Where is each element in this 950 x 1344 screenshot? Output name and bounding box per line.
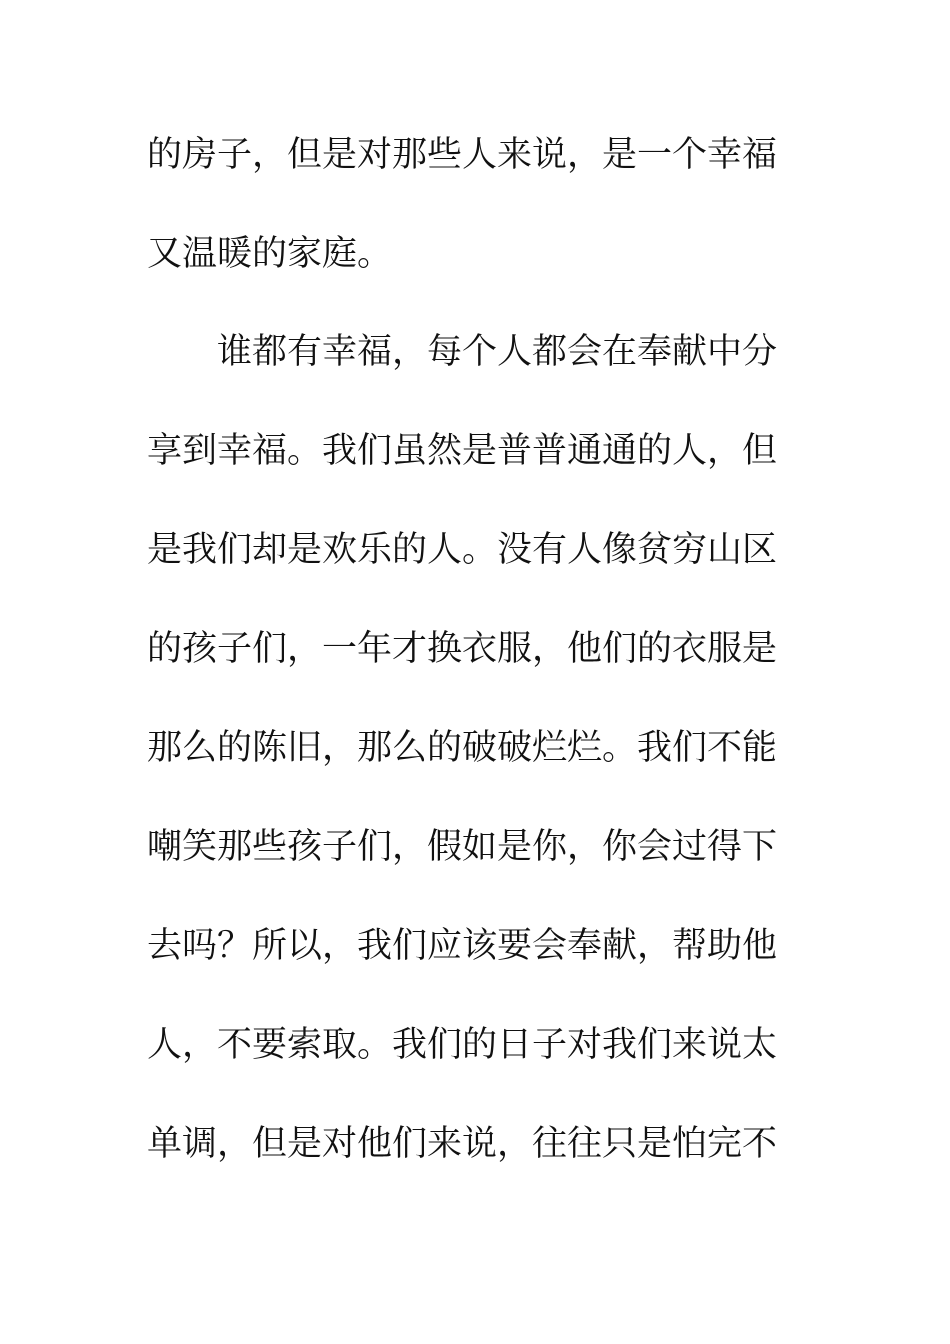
text-line: 是我们却是欢乐的人。没有人像贫穷山区: [147, 530, 778, 570]
text-line: 享到幸福。我们虽然是普普通通的人，但: [147, 431, 778, 471]
text-line: 的房子，但是对那些人来说，是一个幸福: [147, 135, 778, 175]
text-line: 那么的陈旧，那么的破破烂烂。我们不能: [147, 728, 778, 768]
paragraph-first-line: 谁都有幸福，每个人都会在奉献中分: [217, 332, 778, 372]
text-line: 去吗？所以，我们应该要会奉献，帮助他: [147, 926, 778, 966]
text-line: 嘲笑那些孩子们，假如是你，你会过得下: [147, 827, 778, 867]
text-line: 又温暖的家庭。: [147, 234, 393, 274]
text-line: 的孩子们，一年才换衣服，他们的衣服是: [147, 629, 778, 669]
text-line: 单调，但是对他们来说，往往只是怕完不: [147, 1124, 778, 1164]
text-line: 人，不要索取。我们的日子对我们来说太: [147, 1025, 778, 1065]
